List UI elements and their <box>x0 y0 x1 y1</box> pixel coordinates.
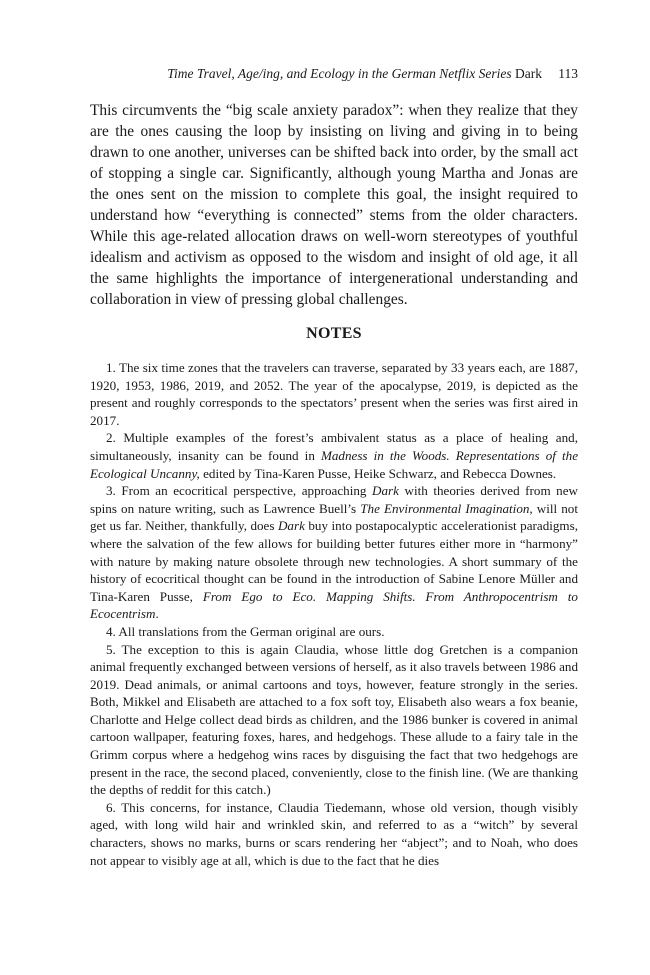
note-3-text-a: 3. From an ecocritical perspective, approaching <box>106 483 373 499</box>
note-3-text-i: . <box>155 606 159 622</box>
note-3-series-title-2: Dark <box>277 518 305 534</box>
note-1-text: 1. The six time zones that the travelers can traverse, separated by 33 years each, are 1887, 1920, 1953, 1986, 2019, and 2052. The year of the apocalypse, 2019, is depicted as the present and roughly corresponds to the spectators’ present when the series was first aired in 2017. <box>90 360 578 428</box>
body-paragraph: This circumvents the “big scale anxiety paradox”: when they realize that they are the ones causing the loop by insisting on living and giving in to being drawn to one another, universes can be shifted back into order, by the small act of stopping a single car. Significantly, although young Martha and Jonas are the ones sent on the mission to complete this goal, the insight required to understand how “everything is connected” stems from the older characters. While this age-related allocation draws on well-worn stereotypes of youthful idealism and activism as opposed to the wisdom and insight of old age, it all the same highlights the importance of intergenerational understanding and collaboration in view of pressing global challenges. <box>90 102 578 308</box>
note-2-book-title: Madness in the Woods. Representations of the Ecological Uncanny, <box>90 447 579 481</box>
running-head-title-upright: Dark <box>515 66 542 81</box>
note-2 <box>90 429 578 482</box>
note-4 <box>90 623 578 641</box>
note-3-book-title-1: The Environmental Imagination <box>360 500 530 516</box>
note-3-text-g: buy into postapocalyptic accelerationist paradigms, where the salvation of the few allows for building better futures either more in “harmony” with nature by making nature obsolete through new technologies. A short summary of the history of ecocritical thought can be found in the introduction of Sabine Lenore Müller and Tina-Karen Pusse, <box>90 518 578 604</box>
note-4-text: 4. All translations from the German original are ours. <box>106 623 385 639</box>
notes-heading: NOTES <box>306 325 362 342</box>
note-3-text-c: with theories derived from new spins on nature writing, such as Lawrence Buell’s <box>90 483 578 516</box>
note-6-text: 6. This concerns, for instance, Claudia Tiedemann, whose old version, though visibly aged, with long wild hair and wrinkled skin, and referred to as a “witch” by several characters, shows no marks, burns or scars rendering her “abject”; and to Noah, who does not appear to visibly age at all, which is due to the fact that he dies <box>90 799 578 868</box>
note-2-text-a: 2. Multiple examples of the forest’s ambivalent status as a place of healing and, simultaneously, insanity can be found in <box>90 430 578 463</box>
note-3 <box>90 482 578 623</box>
running-head-title-italic: Time Travel, Age/ing, and Ecology in the German Netflix Series <box>167 66 515 81</box>
note-5 <box>90 641 578 799</box>
note-3-text-e: , will not get us far. Neither, thankfully, does <box>90 500 578 534</box>
note-2-text-c: edited by Tina-Karen Pusse, Heike Schwarz, and Rebecca Downes. <box>199 465 557 481</box>
notes-list <box>90 359 578 869</box>
note-3-book-title-2: From Ego to Eco. Mapping Shifts. From Anthropocentrism to Ecocentrism <box>90 588 578 622</box>
running-head-title <box>167 66 542 82</box>
note-5-text: 5. The exception to this is again Claudia, whose little dog Gretchen is a companion animal frequently exchanged between versions of herself, as it also travels between 1986 and 2019. Dead animals, or animal cartoons and toys, however, feature strongly in the series. Both, Mikkel and Elisabeth are attached to a fox soft toy, Elisabeth also wears a fox beanie, Charlotte and Helge collect dead birds as children, and the 1986 bunker is covered in animal cartoon wallpaper, featuring foxes, hares, and hedgehogs. These allude to a fairy tale in the Grimm corpus where a hedgehog wins races by disguising the fact that two hedgehogs are present in the race, the second placed, conveniently, close to the finish line. (We are thanking the depths of reddit for this catch.) <box>90 641 578 798</box>
page-number: 113 <box>558 66 578 81</box>
note-3-series-title-1: Dark <box>372 483 399 499</box>
note-1 <box>90 359 578 429</box>
note-6 <box>90 799 578 869</box>
